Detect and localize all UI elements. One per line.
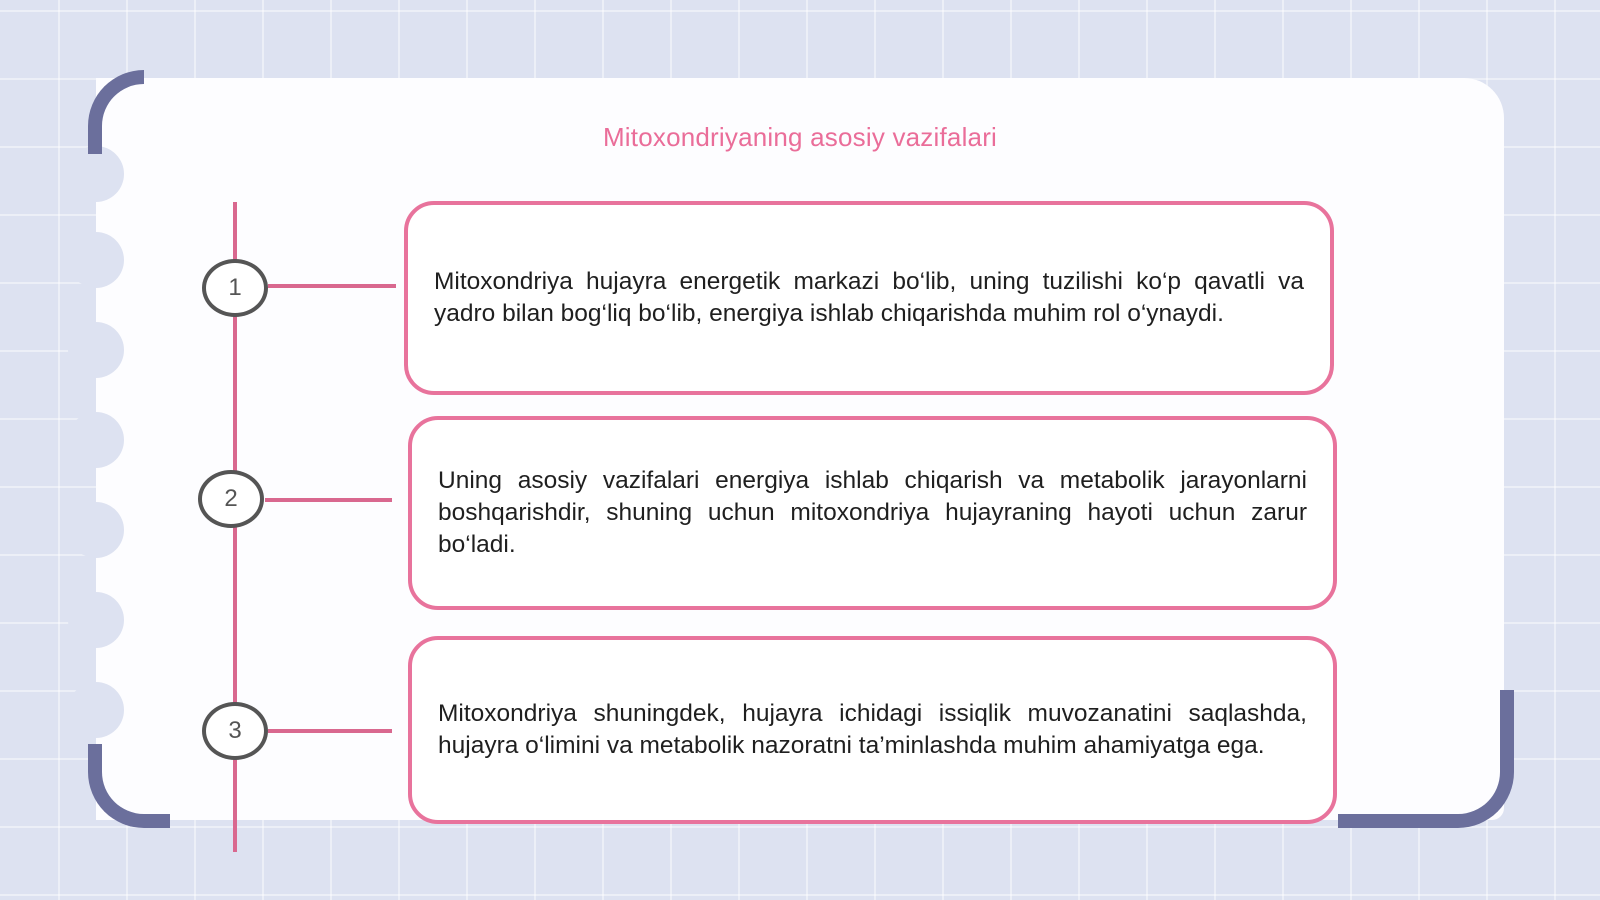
card-edge-scallop (68, 412, 124, 468)
corner-bracket-bottom-right (1338, 690, 1514, 828)
timeline-connector (268, 284, 396, 288)
info-box (408, 636, 1337, 824)
timeline-connector (268, 729, 392, 733)
slide-title: Mitoxondriyaning asosiy vazifalari (602, 122, 998, 152)
step-number-badge: 3 (202, 702, 268, 760)
card-edge-scallop (68, 146, 124, 202)
step-number-badge: 1 (202, 259, 268, 317)
card-edge-scallop (68, 322, 124, 378)
info-box (404, 201, 1334, 395)
card-edge-scallop (68, 502, 124, 558)
info-box-text: Mitoxondriya shuningdek, hujayra ichidagi issiqlik muvozanatini saqlashda, hujayra o‘limini va metabolik nazoratni ta’minlashda muhim ahamiyatga ega. (438, 700, 1307, 759)
info-box-text: Mitoxondriya hujayra energetik markazi bo‘lib, uning tuzilishi ko‘p qavatli va yadro bilan bog‘liq bo‘lib, energiya ishlab chiqarishda muhim rol o‘ynaydi. (434, 268, 1304, 327)
info-box (408, 416, 1337, 610)
card-edge-scallop (68, 682, 124, 738)
info-box-text: Uning asosiy vazifalari energiya ishlab chiqarish va metabolik jarayonlarni boshqarishdir, shuning uchun mitoxondriya hujayraning hayoti uchun zarur bo‘ladi. (438, 467, 1307, 558)
card-edge-scallop (68, 232, 124, 288)
timeline-connector (265, 498, 392, 502)
step-number-badge: 2 (198, 470, 264, 528)
card-edge-scallop (68, 592, 124, 648)
